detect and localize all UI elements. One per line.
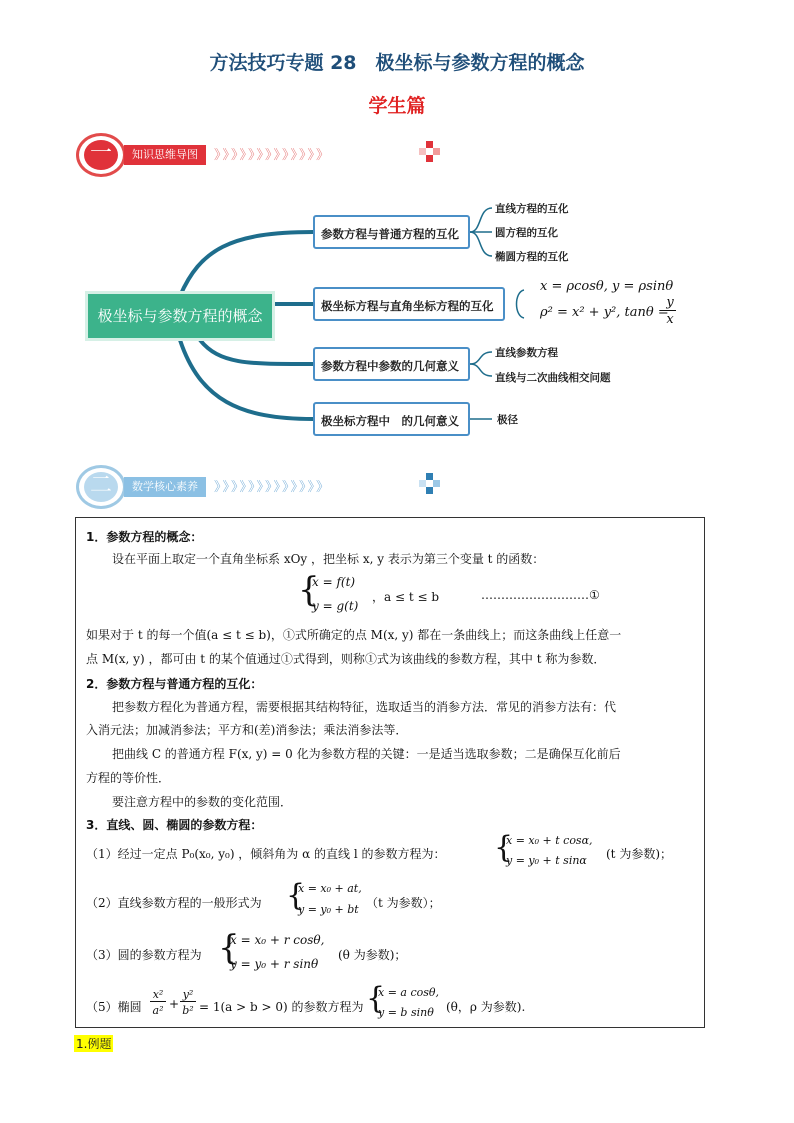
example-label: 1.例题 [76,1037,112,1051]
leaf-connector [470,364,492,376]
brace-icon: { [298,570,320,610]
equation-line: y = y₀ + r sinθ [230,957,319,971]
equation-line: x = x₀ + t cosα, [506,834,593,847]
plus-sign: + [169,997,180,1011]
section-badge [76,465,126,509]
equation-range: ，a ≤ t ≤ b [372,590,440,604]
square-decoration-icon [426,473,433,480]
mindmap-branch-2: 极坐标方程与直角坐标方程的互化 [313,287,505,321]
paragraph: 入消元法；加减消参法；平方和(差)消参法；乘法消参法等． [86,723,408,737]
fraction-denominator: x [666,312,674,327]
equation-line: x = f(t) [312,575,356,589]
equation-line: x = x₀ + r cosθ, [230,933,325,947]
brace-icon: { [494,830,514,865]
mindmap-leaf: 直线参数方程 [495,347,558,359]
mindmap-leaf: 直线与二次曲线相交问题 [495,372,611,384]
item-1-text: （1）经过一定点 P₀(x₀, y₀) ，倾斜角为 α 的直线 l 的参数方程为： [86,847,446,861]
chevron-arrows-icon: 》》》》》》》》》》》》》 [214,480,332,495]
mindmap-leaf: 直线方程的互化 [495,203,569,215]
equation-tag: ………………………① [481,588,600,602]
paragraph: 点 M(x, y) ，都可由 t 的某个值通过①式得到，则称①式为该曲线的参数方程，其中 t 称为参数． [86,652,606,666]
fraction-numerator: y [664,296,676,311]
paragraph: 把曲线 C 的普通方程 F(x, y) = 0 化为参数方程的关键：一是适当选取参数；二是确保互化前后 [112,747,621,761]
fraction-denominator: a² [152,1004,164,1017]
mindmap-root: 极坐标与参数方程的概念 [88,294,272,338]
equation-tail: (t 为参数)； [606,847,673,861]
mindmap-branch-1: 参数方程与普通方程的互化 [313,215,470,249]
paragraph: 设在平面上取定一个直角坐标系 xOy ，把坐标 x, y 表示为第三个变量 t 的函数： [112,552,545,566]
section-banner-2 [76,465,446,509]
document-subtitle: 学生篇 [368,95,426,117]
square-decoration-icon [419,480,426,487]
fraction-numerator: y² [180,988,196,1002]
heading-1: 1．参数方程的概念： [86,530,203,544]
section-label: 知识思维导图 [124,145,206,165]
leaf-connector [470,208,492,232]
equation-line: x = a cosθ, [378,986,440,999]
section-number: 一 [84,140,118,170]
item-2-text: （2）直线参数方程的一般形式为 [86,896,262,910]
mindmap-leaf: 椭圆方程的互化 [495,251,569,263]
equation-tail: (θ，ρ 为参数). [446,1000,526,1014]
mindmap-leaf: 极径 [497,414,518,426]
equation-line: y = y₀ + t sinα [506,854,587,867]
section-label: 数学核心素养 [124,477,206,497]
formula-polar-2: ρ² = x² + y², tanθ = [540,305,669,320]
square-decoration-icon [426,487,433,494]
formula-bracket [517,290,525,318]
ellipse-condition: = 1(a > b > 0) 的参数方程为 [199,1000,364,1014]
item-5-text: （5）椭圆 [86,1000,142,1014]
equation-tail: (θ 为参数)； [338,948,407,962]
brace-icon: { [218,928,240,968]
concept-box [75,517,705,1028]
section-number: 二 [84,472,118,502]
fraction-denominator: b² [182,1004,194,1017]
square-decoration-icon [433,480,440,487]
document-title: 方法技巧专题 28 极坐标与参数方程的概念 [209,52,585,74]
mindmap-branch-3: 参数方程中参数的几何意义 [313,347,470,381]
connector-4 [180,340,313,419]
paragraph: 如果对于 t 的每一个值(a ≤ t ≤ b)，①式所确定的点 M(x, y) 都在一条曲线上；而这条曲线上任意一 [86,628,622,642]
leaf-connector [470,352,492,364]
equation-line: y = b sinθ [378,1006,434,1019]
equation-line: y = g(t) [312,599,359,613]
brace-icon: { [366,981,386,1016]
equation-line: y = y₀ + bt [298,903,359,916]
paragraph: 要注意方程中的参数的变化范围． [112,795,293,809]
formula-polar-1: x = ρcosθ, y = ρsinθ [540,279,674,294]
paragraph: 把参数方程化为普通方程，需要根据其结构特征，选取适当的消参方法．常见的消参方法有：代 [112,700,617,714]
item-3-text: （3）圆的参数方程为 [86,948,202,962]
leaf-connector [470,232,492,256]
mindmap-leaf: 圆方程的互化 [495,227,558,239]
connector-3 [200,340,313,364]
connector-1 [180,232,313,296]
paragraph: 方程的等价性． [86,771,171,785]
fraction-numerator: x² [150,988,166,1002]
heading-2: 2．参数方程与普通方程的互化： [86,677,263,691]
brace-icon: { [286,878,306,913]
chevron-arrows-icon: 》》》》》》》》》》》》》 [214,148,332,163]
heading-3: 3．直线、圆、椭圆的参数方程： [86,818,263,832]
mindmap-branch-4: 极坐标方程中 的几何意义 [313,402,470,436]
equation-tail: （t 为参数）； [366,896,441,910]
equation-line: x = x₀ + at, [298,882,362,895]
